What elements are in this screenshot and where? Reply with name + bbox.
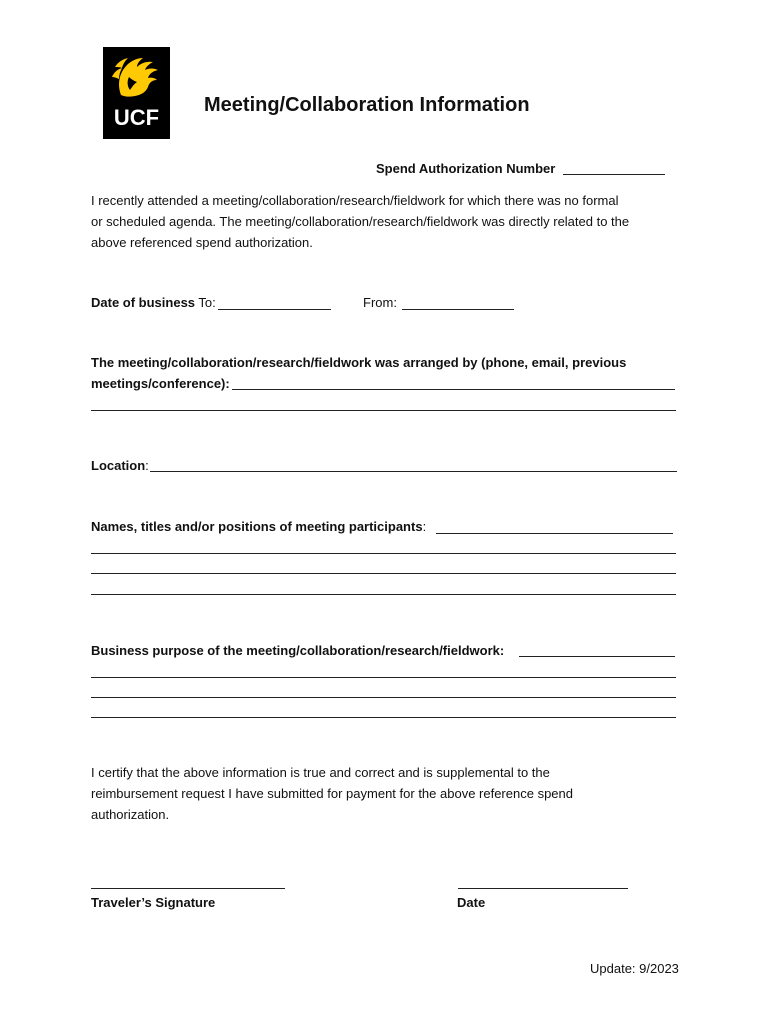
date-of-business-label: Date of business xyxy=(91,295,196,310)
certification-line: I certify that the above information is true and correct and is supplemental to the xyxy=(91,765,550,780)
pegasus-icon xyxy=(103,47,170,107)
update-note: Update: 9/2023 xyxy=(590,961,679,976)
business-purpose-field-line2[interactable] xyxy=(91,677,676,678)
business-purpose-field-line4[interactable] xyxy=(91,717,676,718)
participants-row xyxy=(91,516,426,537)
arranged-by-label-line2: meetings/conference): xyxy=(91,376,230,391)
date-from-label: From: xyxy=(363,295,397,310)
participants-colon: : xyxy=(422,519,427,534)
spend-authorization-field[interactable] xyxy=(563,174,665,175)
participants-label: Names, titles and/or positions of meeting participants xyxy=(91,519,423,534)
logo-text: UCF xyxy=(113,105,160,130)
participants-field-line3[interactable] xyxy=(91,573,676,574)
participants-field-line2[interactable] xyxy=(91,553,676,554)
location-colon: : xyxy=(145,458,149,473)
date-to-label: To: xyxy=(198,295,216,310)
spend-authorization-label: Spend Authorization Number xyxy=(376,161,556,176)
certification-line: reimbursement request I have submitted for payment for the above reference spend xyxy=(91,786,573,801)
arranged-by-field[interactable] xyxy=(232,389,675,390)
certification-paragraph xyxy=(91,762,573,825)
location-label: Location xyxy=(91,458,146,473)
date-of-business-row xyxy=(91,292,216,313)
traveler-signature-field[interactable] xyxy=(91,888,285,889)
participants-field-line4[interactable] xyxy=(91,594,676,595)
business-purpose-label: Business purpose of the meeting/collaboration/research/fieldwork: xyxy=(91,643,505,658)
business-purpose-field[interactable] xyxy=(519,656,675,657)
participants-field[interactable] xyxy=(436,533,673,534)
arranged-by-label-line1: The meeting/collaboration/research/fieldwork was arranged by (phone, email, previous xyxy=(91,355,627,370)
arranged-by-field-line2[interactable] xyxy=(91,410,676,411)
location-field[interactable] xyxy=(150,471,677,472)
intro-paragraph xyxy=(91,190,629,253)
ucf-logo xyxy=(103,47,170,139)
date-from-field[interactable] xyxy=(402,309,514,310)
page-title: Meeting/Collaboration Information xyxy=(204,94,530,116)
certification-line: authorization. xyxy=(91,807,170,822)
intro-line: above referenced spend authorization. xyxy=(91,235,313,250)
location-row xyxy=(91,455,149,476)
traveler-signature-label: Traveler’s Signature xyxy=(91,895,216,910)
business-purpose-field-line3[interactable] xyxy=(91,697,676,698)
intro-line: I recently attended a meeting/collaboration/research/fieldwork for which there was no formal xyxy=(91,193,619,208)
date-to-field[interactable] xyxy=(218,309,331,310)
signature-date-field[interactable] xyxy=(458,888,628,889)
intro-line: or scheduled agenda. The meeting/collaboration/research/fieldwork was directly related to the xyxy=(91,214,630,229)
signature-date-label: Date xyxy=(457,895,486,910)
